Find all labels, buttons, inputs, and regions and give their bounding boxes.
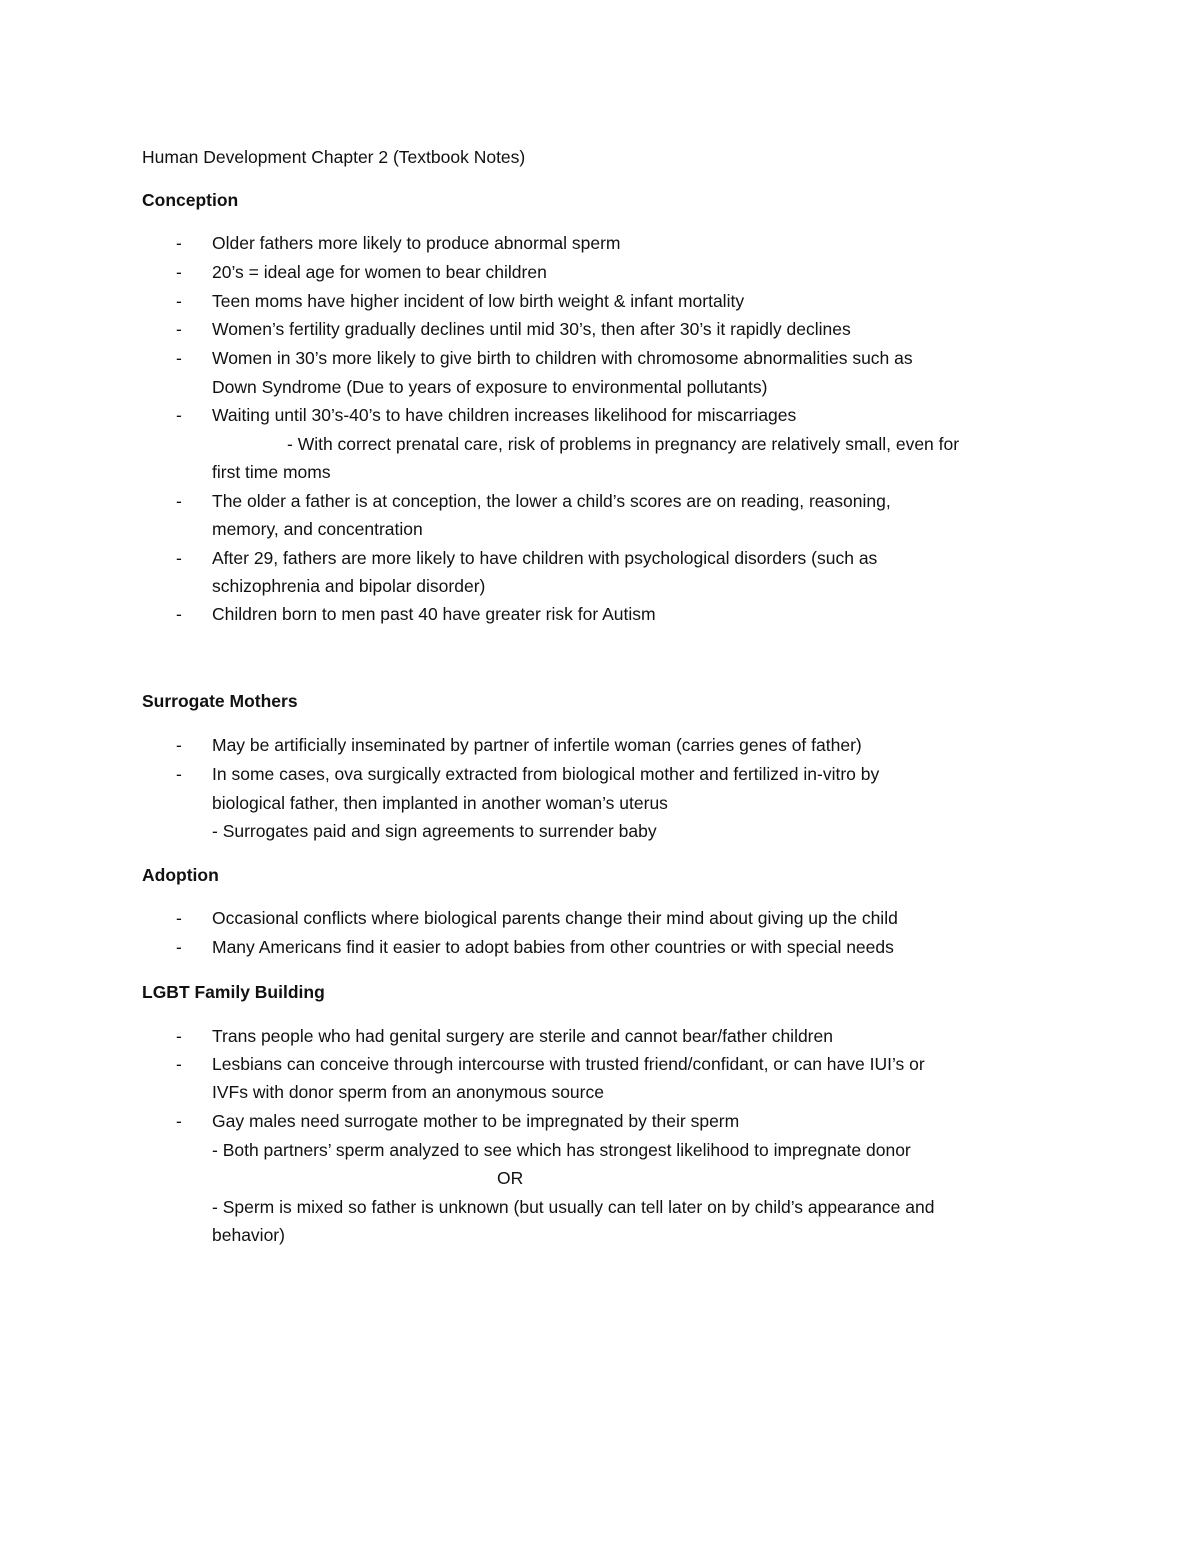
bullet-marker: -: [176, 604, 182, 624]
sub-item: - With correct prenatal care, risk of problems in pregnancy are relatively small, even for: [287, 434, 960, 454]
section-heading-surrogate-mothers: Surrogate Mothers: [142, 691, 298, 711]
bullet-marker: -: [176, 291, 182, 311]
list-item: 20’s = ideal age for women to bear children: [212, 262, 547, 282]
section-heading-conception: Conception: [142, 190, 239, 210]
list-item: Women’s fertility gradually declines until mid 30’s, then after 30’s it rapidly declines: [212, 319, 851, 339]
list-item-continuation: IVFs with donor sperm from an anonymous source: [212, 1082, 604, 1102]
document-title: Human Development Chapter 2 (Textbook Notes): [142, 147, 526, 167]
list-item: Older fathers more likely to produce abnormal sperm: [212, 233, 621, 253]
bullet-marker: -: [176, 1054, 182, 1074]
section-heading-adoption: Adoption: [142, 865, 219, 885]
bullet-marker: -: [176, 348, 182, 368]
sub-item: - Both partners’ sperm analyzed to see which has strongest likelihood to impregnate donor: [212, 1140, 911, 1160]
list-item: Many Americans find it easier to adopt babies from other countries or with special needs: [212, 937, 894, 957]
sub-item: - Surrogates paid and sign agreements to surrender baby: [212, 821, 657, 841]
sub-item: - Sperm is mixed so father is unknown (but usually can tell later on by child’s appearance and: [212, 1197, 935, 1217]
list-item: The older a father is at conception, the lower a child’s scores are on reading, reasoning,: [212, 491, 891, 511]
list-item: Lesbians can conceive through intercourse with trusted friend/confidant, or can have IUI’s or: [212, 1054, 925, 1074]
list-item: Teen moms have higher incident of low birth weight & infant mortality: [212, 291, 745, 311]
bullet-marker: -: [176, 937, 182, 957]
list-item: After 29, fathers are more likely to have children with psychological disorders (such as: [212, 548, 878, 568]
list-item: Trans people who had genital surgery are sterile and cannot bear/father children: [212, 1026, 833, 1046]
list-item-continuation: memory, and concentration: [212, 519, 423, 539]
section-heading-lgbt-family-building: LGBT Family Building: [142, 982, 325, 1002]
list-item: Women in 30’s more likely to give birth to children with chromosome abnormalities such as: [212, 348, 913, 368]
list-item: May be artificially inseminated by partner of infertile woman (carries genes of father): [212, 735, 862, 755]
bullet-marker: -: [176, 405, 182, 425]
bullet-marker: -: [176, 764, 182, 784]
bullet-marker: -: [176, 491, 182, 511]
bullet-marker: -: [176, 319, 182, 339]
list-item-continuation: schizophrenia and bipolar disorder): [212, 576, 486, 596]
list-item: Occasional conflicts where biological parents change their mind about giving up the child: [212, 908, 898, 928]
list-item: Waiting until 30’s-40’s to have children increases likelihood for miscarriages: [212, 405, 797, 425]
list-item-continuation: Down Syndrome (Due to years of exposure to environmental pollutants): [212, 377, 768, 397]
or-separator: OR: [497, 1168, 524, 1188]
sub-item-continuation: first time moms: [212, 462, 331, 482]
bullet-marker: -: [176, 233, 182, 253]
list-item: Gay males need surrogate mother to be impregnated by their sperm: [212, 1111, 740, 1131]
bullet-marker: -: [176, 548, 182, 568]
list-item: Children born to men past 40 have greater risk for Autism: [212, 604, 656, 624]
bullet-marker: -: [176, 1026, 182, 1046]
list-item-continuation: biological father, then implanted in another woman’s uterus: [212, 793, 668, 813]
bullet-marker: -: [176, 1111, 182, 1131]
list-item: In some cases, ova surgically extracted from biological mother and fertilized in-vitro by: [212, 764, 880, 784]
bullet-marker: -: [176, 908, 182, 928]
bullet-marker: -: [176, 262, 182, 282]
sub-item-continuation: behavior): [212, 1225, 285, 1245]
bullet-marker: -: [176, 735, 182, 755]
